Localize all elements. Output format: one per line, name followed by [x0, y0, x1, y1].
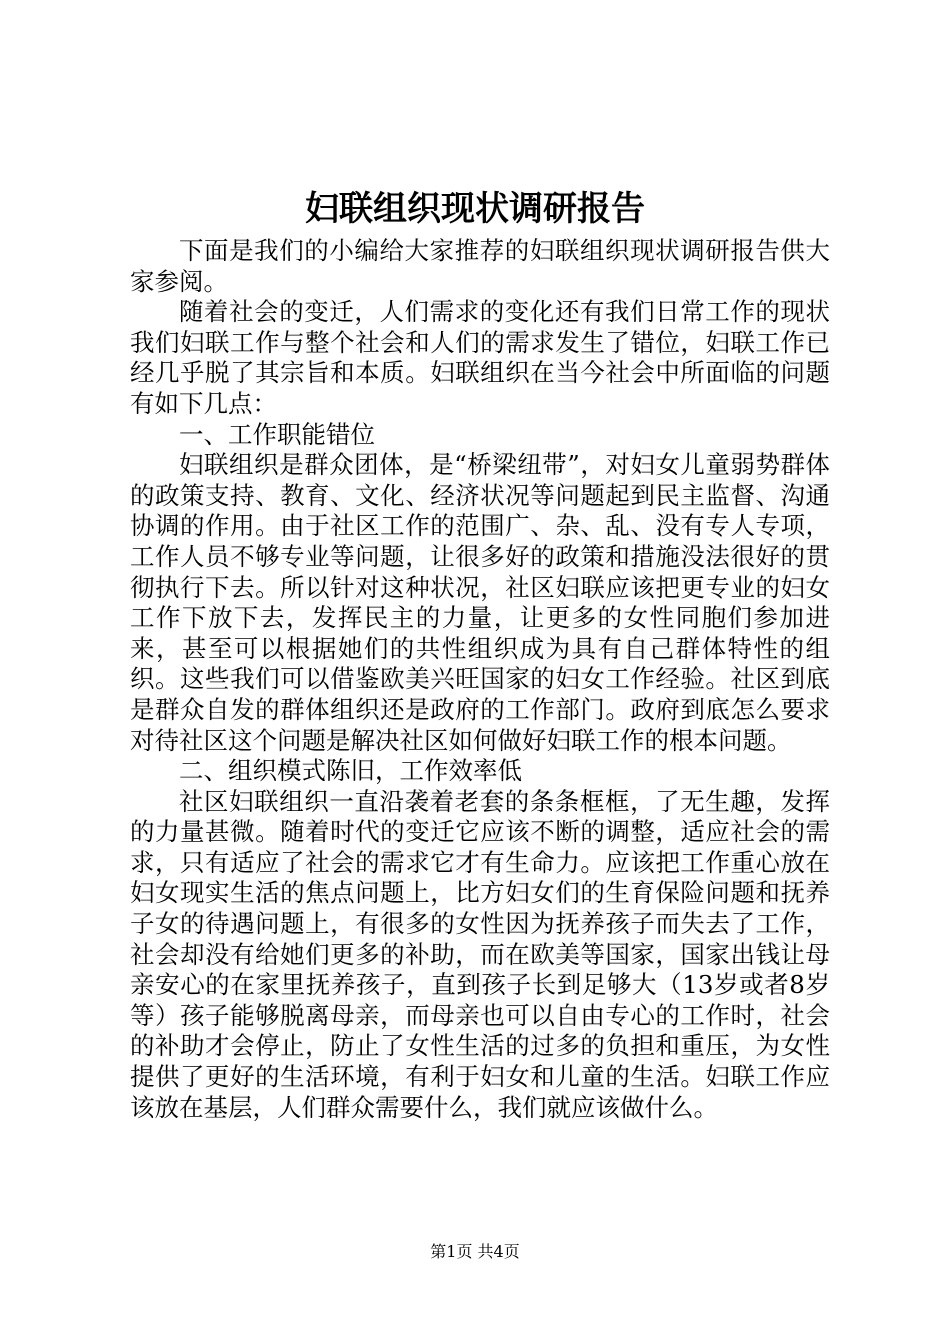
background-paragraph: 随着社会的变迁，人们需求的变化还有我们日常工作的现状我们妇联工作与整个社会和人们的需求发生了错位，妇联工作已经几乎脱了其宗旨和本质。妇联组织在当今社会中所面临的问题有如下几点：: [130, 297, 830, 418]
section-1-paragraph: 妇联组织是群众团体，是“桥梁纽带”，对妇女儿童弱势群体的政策支持、教育、文化、经济状况等问题起到民主监督、沟通协调的作用。由于社区工作的范围广、杂、乱、没有专人专项，工作人员不够专业等问题，让很多好的政策和措施没法很好的贯彻执行下去。所以针对这种状况，社区妇联应该把更专业的妇女工作下放下去，发挥民主的力量，让更多的女性同胞们参加进来，甚至可以根据她们的共性组织成为具有自己群体特性的组织。这些我们可以借鉴欧美兴旺国家的妇女工作经验。社区到底是群众自发的群体组织还是政府的工作部门。政府到底怎么要求对待社区这个问题是解决社区如何做好妇联工作的根本问题。: [130, 450, 830, 755]
section-heading-2: 二、组织模式陈旧，工作效率低: [179, 756, 522, 786]
page-footer: 第1页 共4页: [430, 1242, 520, 1261]
section-2-paragraph: 社区妇联组织一直沿袭着老套的条条框框，了无生趣，发挥的力量甚微。随着时代的变迁它应该不断的调整，适应社会的需求，只有适应了社会的需求它才有生命力。应该把工作重心放在妇女现实生活的焦点问题上，比方妇女们的生育保险问题和抚养子女的待遇问题上，有很多的女性因为抚养孩子而失去了工作，社会却没有给她们更多的补助，而在欧美等国家，国家出钱让母亲安心的在家里抚养孩子，直到孩子长到足够大（13岁或者8岁等）孩子能够脱离母亲，而母亲也可以自由专心的工作时，社会的补助才会停止，防止了女性生活的过多的负担和重压，为女性提供了更好的生活环境，有利于妇女和儿童的生活。妇联工作应该放在基层，人们群众需要什么，我们就应该做什么。: [130, 786, 830, 1122]
document-body: [130, 236, 830, 1123]
intro-paragraph: 下面是我们的小编给大家推荐的妇联组织现状调研报告供大家参阅。: [130, 236, 830, 296]
document-title: 妇联组织现状调研报告: [305, 189, 645, 229]
section-heading-1: 一、工作职能错位: [179, 419, 375, 449]
